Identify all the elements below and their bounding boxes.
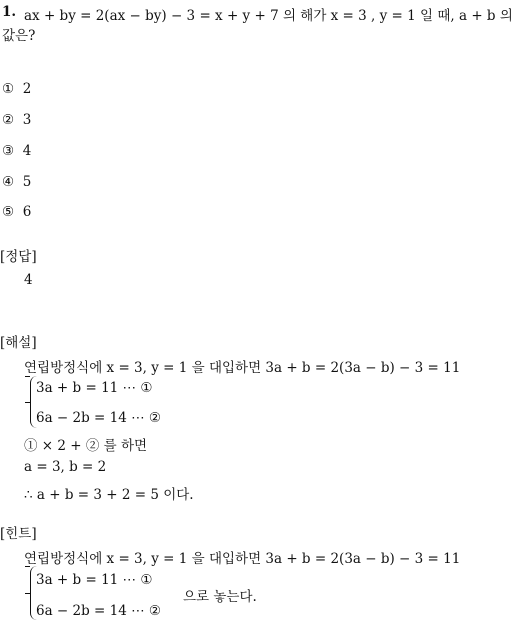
choice-1-value: 2 bbox=[22, 81, 32, 97]
explanation-system-eq2: 6a − 2b = 14 ⋯ ② bbox=[36, 410, 162, 426]
hint-tail: 으로 놓는다. bbox=[183, 589, 257, 605]
explanation-label: [해설] bbox=[0, 335, 37, 351]
explanation-line3: a = 3, b = 2 bbox=[24, 459, 107, 475]
choice-1[interactable] bbox=[2, 81, 31, 97]
choice-2-value: 3 bbox=[22, 112, 32, 128]
choice-5-marker: ⑤ bbox=[2, 204, 15, 220]
question-text-line2: 값은? bbox=[2, 28, 36, 44]
choice-5-value: 6 bbox=[22, 204, 32, 220]
choice-3-marker: ③ bbox=[2, 143, 15, 159]
explanation-line2: ① × 2 + ② 를 하면 bbox=[24, 438, 148, 454]
choice-4-value: 5 bbox=[22, 174, 32, 190]
answer-value: 4 bbox=[24, 272, 33, 288]
hint-label: [힌트] bbox=[0, 526, 37, 542]
choice-4[interactable] bbox=[2, 174, 31, 190]
choice-3-value: 4 bbox=[22, 143, 32, 159]
choice-1-marker: ① bbox=[2, 81, 15, 97]
choice-3[interactable] bbox=[2, 143, 31, 159]
hint-line1: 연립방정식에 x = 3, y = 1 을 대입하면 3a + b = 2(3a − b) − 3 = 11 bbox=[24, 551, 461, 567]
choice-5[interactable] bbox=[2, 204, 31, 220]
choice-2-marker: ② bbox=[2, 112, 15, 128]
choice-2[interactable] bbox=[2, 112, 31, 128]
hint-system-eq1: 3a + b = 11 ⋯ ① bbox=[36, 572, 153, 588]
question-number: 1. bbox=[2, 4, 17, 20]
choice-4-marker: ④ bbox=[2, 174, 15, 190]
answer-label: [정답] bbox=[0, 249, 37, 265]
explanation-system-eq1: 3a + b = 11 ⋯ ① bbox=[36, 380, 153, 396]
question-text-line1: ax + by = 2(ax − by) − 3 = x + y + 7 의 해가 x = 3 , y = 1 일 때, a + b 의 bbox=[24, 8, 513, 24]
explanation-line4: ∴ a + b = 3 + 2 = 5 이다. bbox=[24, 487, 194, 503]
hint-system-eq2: 6a − 2b = 14 ⋯ ② bbox=[36, 603, 162, 619]
explanation-line1: 연립방정식에 x = 3, y = 1 을 대입하면 3a + b = 2(3a − b) − 3 = 11 bbox=[24, 360, 461, 376]
